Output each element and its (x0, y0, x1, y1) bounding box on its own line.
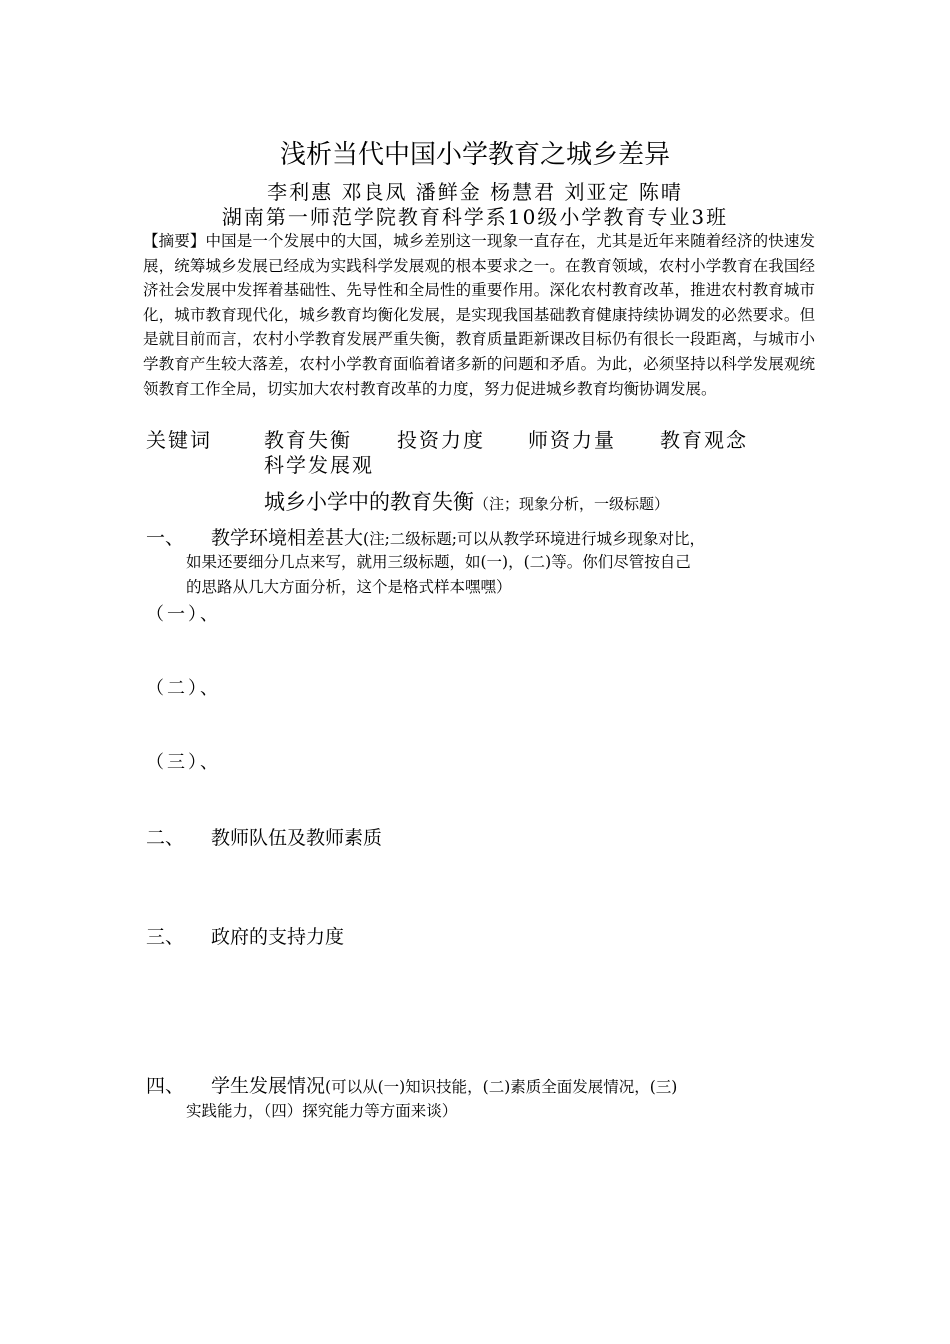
author-list: 李利惠 邓良凤 潘鲜金 杨慧君 刘亚定 陈晴 (267, 180, 683, 204)
section-note: (可以从(一)知识技能，(二)素质全面发展情况，(三) (325, 1078, 678, 1096)
subsection-label: （二）、 (146, 678, 221, 699)
affiliation: 湖南第一师范学院教育科学系10级小学教育专业3班 (221, 205, 729, 229)
section-note-line: 如果还要细分几点来写，就用三级标题，如(一)，(二)等。你们尽管按自己 (186, 553, 691, 571)
section-heading-title: 城乡小学中的教育失衡 (264, 490, 474, 514)
keyword-item: 教育失衡 (264, 428, 352, 452)
subsection-label: （一）、 (146, 604, 221, 625)
section-title: 教师队伍及教师素质 (211, 827, 383, 849)
section-note-line: 实践能力，（四）探究能力等方面来谈） (186, 1102, 458, 1120)
abstract-paragraph: 【摘要】中国是一个发展中的大国，城乡差别这一现象一直存在，尤其是近年来随着经济的快速发展，统筹城乡发展已经成为实践科学发展观的根本要求之一。在教育领域，农村小学教育在我国经济社会发展中发挥着基础性、先导性和全局性的重要作用。深化农村教育改革，推进农村教育城市化，城市教育现代化，城乡教育均衡化发展，是实现我国基础教育健康持续协调发的必然要求。但是就目前而言，农村小学教育发展严重失衡，教育质量距新课改目标仍有很长一段距离，与城市小学教育产生较大落差，农村小学教育面临着诸多新的问题和矛盾。为此，必须坚持以科学发展观统领教育工作全局，切实加大农村教育改革的力度，努力促进城乡教育均衡协调发展。 (143, 232, 815, 398)
section-heading (264, 486, 669, 516)
keyword-item: 投资力度 (397, 428, 485, 452)
section-title: 学生发展情况 (211, 1075, 326, 1097)
section-heading-note: （注；现象分析，一级标题） (474, 495, 670, 513)
section-number: 三、 (146, 926, 185, 948)
keyword-item: 教育观念 (660, 428, 748, 452)
keywords-label: 关键词 (146, 428, 212, 452)
section-title: 教学环境相差甚大 (211, 527, 364, 549)
document-title: 浅析当代中国小学教育之城乡差异 (279, 140, 670, 170)
section-number: 四、 (146, 1075, 185, 1097)
subsection-label: （三）、 (146, 752, 221, 773)
section-title: 政府的支持力度 (211, 926, 345, 948)
section-note-line: 的思路从几大方面分析，这个是格式样本嘿嘿） (186, 578, 512, 596)
section-heading-line (211, 1071, 677, 1098)
section-heading-line (211, 523, 705, 550)
section-note: (注;二级标题;可以从教学环境进行城乡现象对比， (363, 530, 706, 548)
keyword-item: 科学发展观 (264, 453, 374, 477)
keyword-item: 师资力量 (528, 428, 616, 452)
section-number: 一、 (146, 527, 185, 549)
section-number: 二、 (146, 827, 185, 849)
